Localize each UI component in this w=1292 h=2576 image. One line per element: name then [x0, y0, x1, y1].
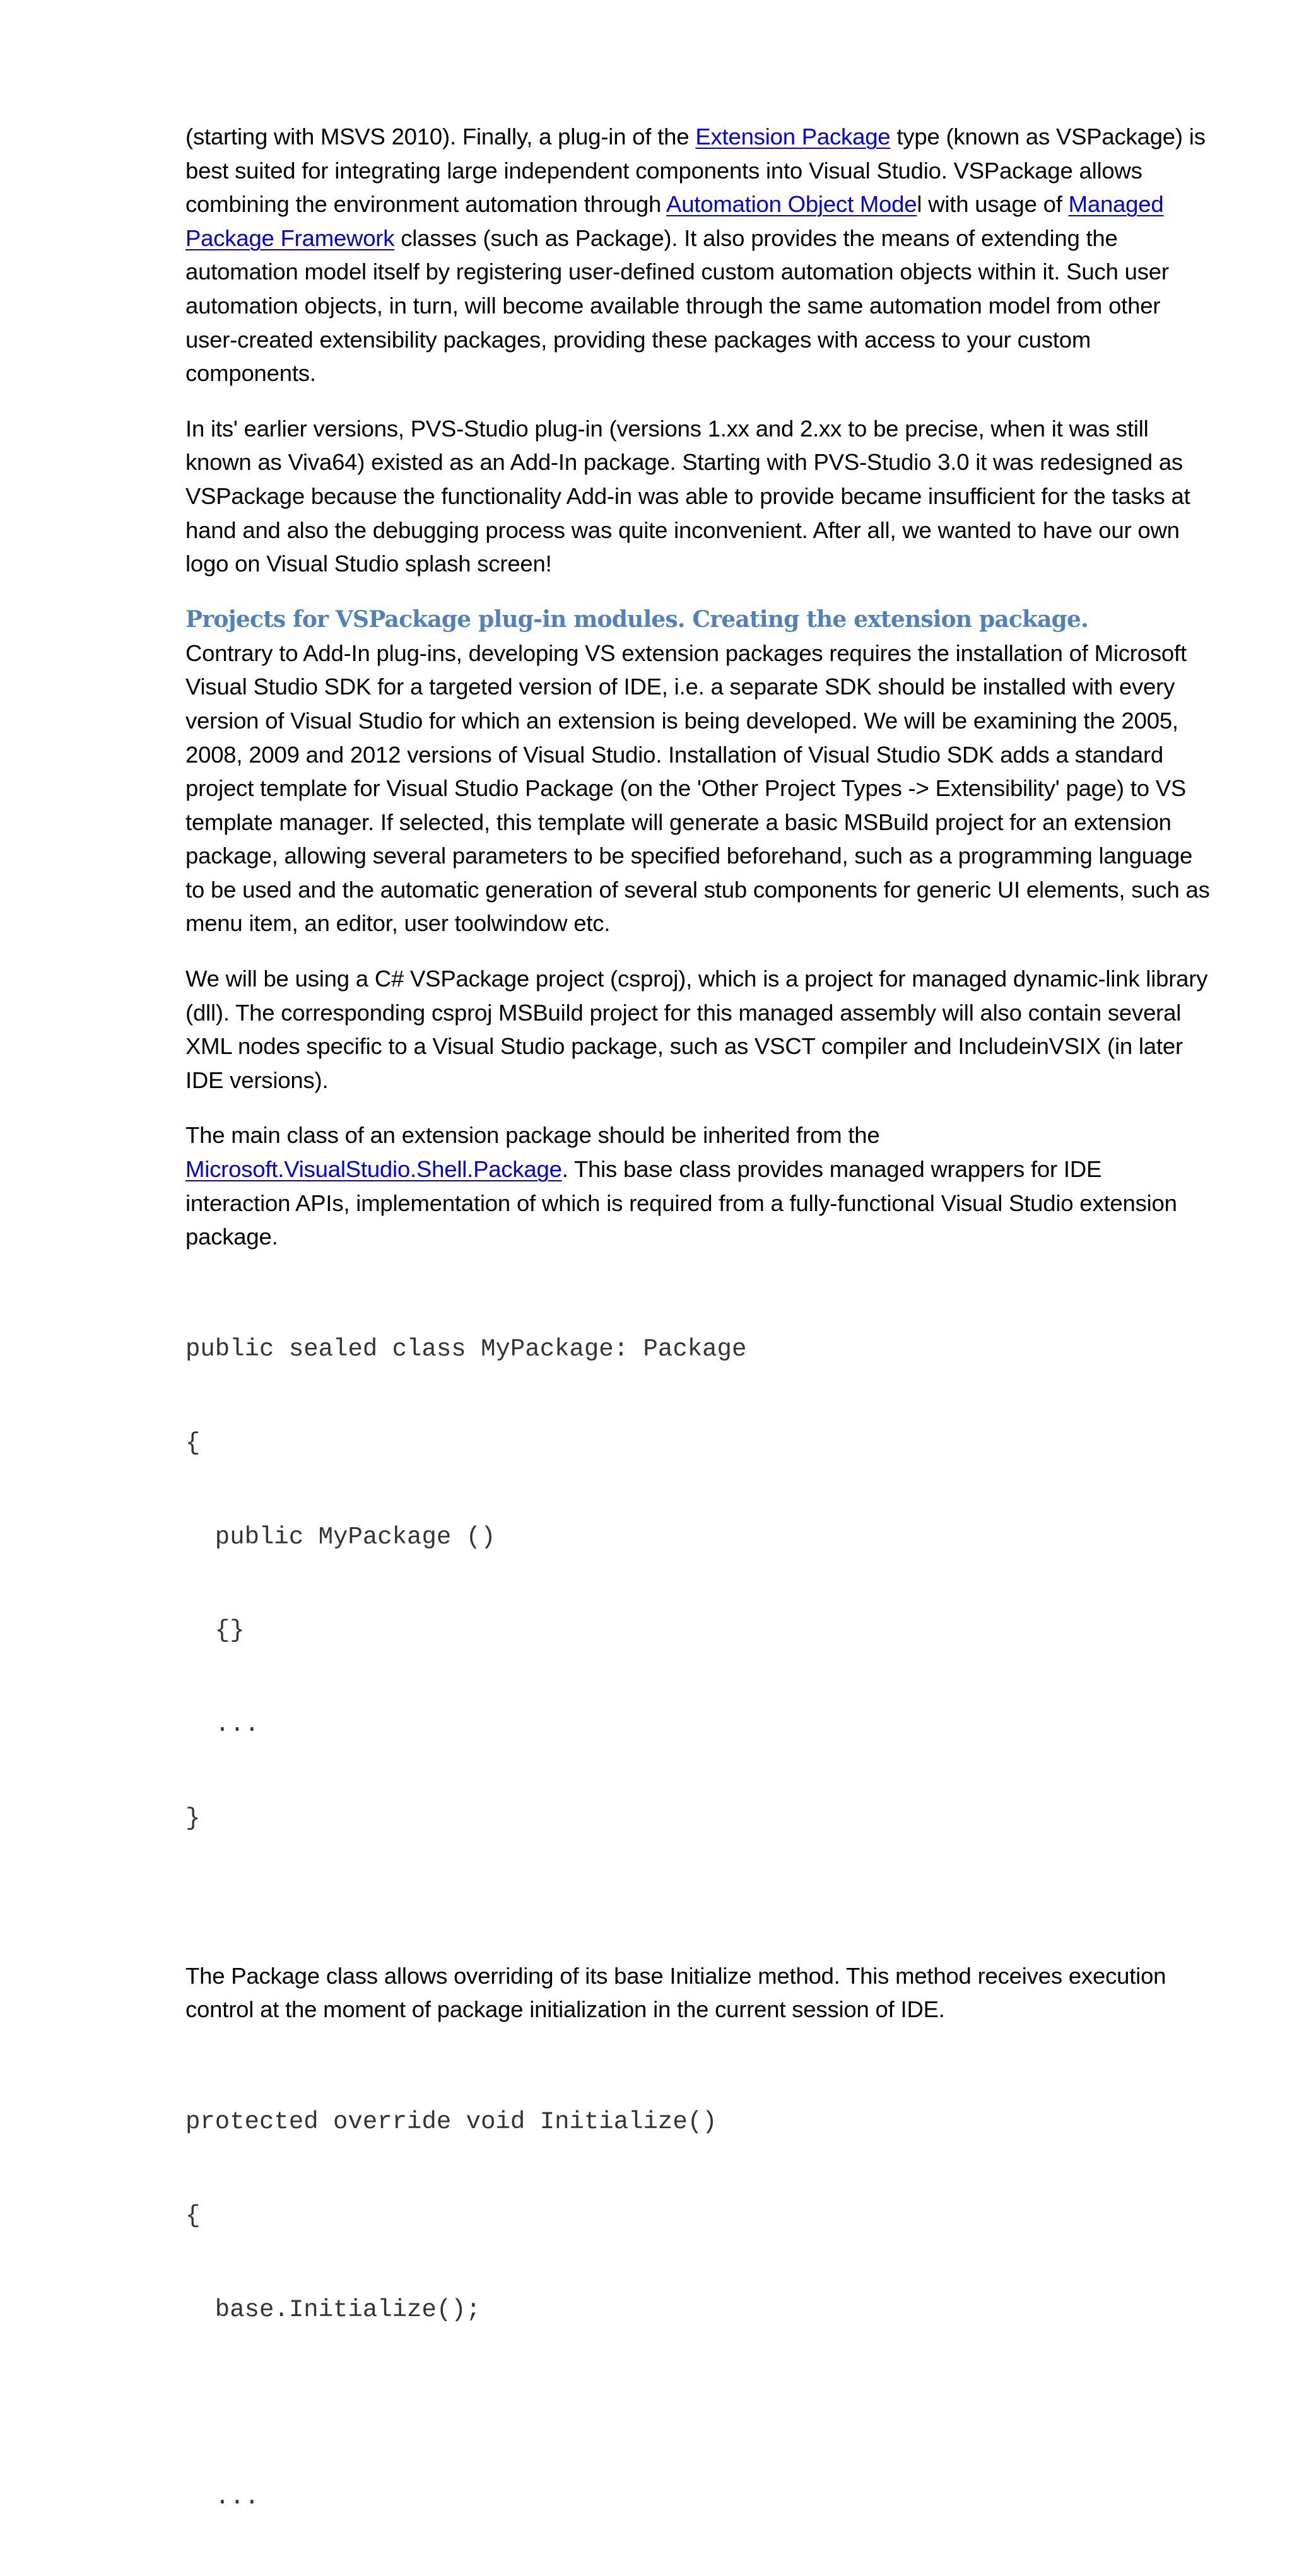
managed-package-framework-link[interactable]: Managed Package Framework [185, 191, 1164, 251]
paragraph-pvs-history: In its' earlier versions, PVS-Studio plug-in (versions 1.xx and 2.xx to be precise, when it was still known as Viva64) existed as an Add-In package. Starting with PVS-Studio 3.0 it was redesigned as VSPackage because the functionality Add-in was able to provide became insufficient for the tasks at hand and also the debugging process was quite inconvenient. After all, we wanted to have our own logo on Visual Studio splash screen! [185, 415, 1190, 577]
code-line: ... [185, 2483, 260, 2512]
text: classes (such as Package). It also provides the means of extending the automation model itself by registering user-defined custom automation objects within it. Such user automation objects, in turn, will become available through the same automation model from other user-created extensibility packages, providing these packages with access to your custom components. [185, 225, 1169, 387]
code-block-initialize [185, 2044, 1211, 2576]
paragraph-csharp-project: We will be using a C# VSPackage project (csproj), which is a project for managed dynamic-link library (dll). The corresponding csproj MSBuild project for this managed assembly will also contain several XML nodes specific to a Visual Studio package, such as VSCT compiler and IncludeinVSIX (in later IDE versions). [185, 966, 1208, 1093]
paragraph-main-class [185, 1118, 1211, 1253]
code-line [185, 2388, 1211, 2420]
code-line: base.Initialize(); [185, 2295, 481, 2324]
code-line: ... [185, 1711, 260, 1739]
shell-package-link[interactable]: Microsoft.VisualStudio.Shell.Package [185, 1156, 562, 1183]
text: type (known as VSPackage) is best suited for integrating large independent components into Visual Studio. VSPackage allows combining the environment automation through [185, 124, 1206, 218]
paragraph-package-types [185, 120, 1211, 390]
code-line: { [185, 1429, 201, 1457]
code-block-mypackage [185, 1272, 1211, 1897]
code-line: } [185, 1804, 201, 1832]
text: The main class of an extension package should be inherited from the [185, 1122, 880, 1149]
text: (starting with MSVS 2010). Finally, a plug-in of the [185, 124, 696, 149]
code-line: public sealed class MyPackage: Package [185, 1335, 747, 1363]
automation-object-model-link[interactable]: Automation Object Mode [666, 191, 917, 218]
extension-package-link[interactable]: Extension Package [695, 124, 891, 149]
code-line: { [185, 2201, 201, 2230]
document-page [185, 120, 1211, 2576]
text: . This base class provides managed wrappers for IDE interaction APIs, implementation of which is required from a fully-functional Visual Studio extension package. [185, 1156, 1177, 1250]
paragraph-initialize: The Package class allows overriding of its base Initialize method. This method receives execution control at the moment of package initialization in the current session of IDE. [185, 1962, 1166, 2023]
code-line: {} [185, 1617, 245, 1645]
code-line: protected override void Initialize() [185, 2108, 717, 2136]
text: l with usage of [917, 191, 1069, 218]
section-heading: Projects for VSPackage plug-in modules. Creating the extension package. [185, 606, 1088, 633]
paragraph-sdk-requirements: Contrary to Add-In plug-ins, developing VS extension packages requires the installation of Microsoft Visual Studio SDK for a targeted version of IDE, i.e. a separate SDK should be installed with every version of Visual Studio for which an extension is being developed. We will be examining the 2005, 2008, 2009 and 2012 versions of Visual Studio. Installation of Visual Studio SDK adds a standard project template for Visual Studio Package (on the 'Other Project Types -> Extensibility' page) to VS template manager. If selected, this template will generate a basic MSBuild project for an extension package, allowing several parameters to be specified beforehand, such as a programming language to be used and the automatic generation of several stub components for generic UI elements, such as menu item, an editor, user toolwindow etc. [185, 640, 1210, 937]
code-line: public MyPackage () [185, 1523, 496, 1551]
